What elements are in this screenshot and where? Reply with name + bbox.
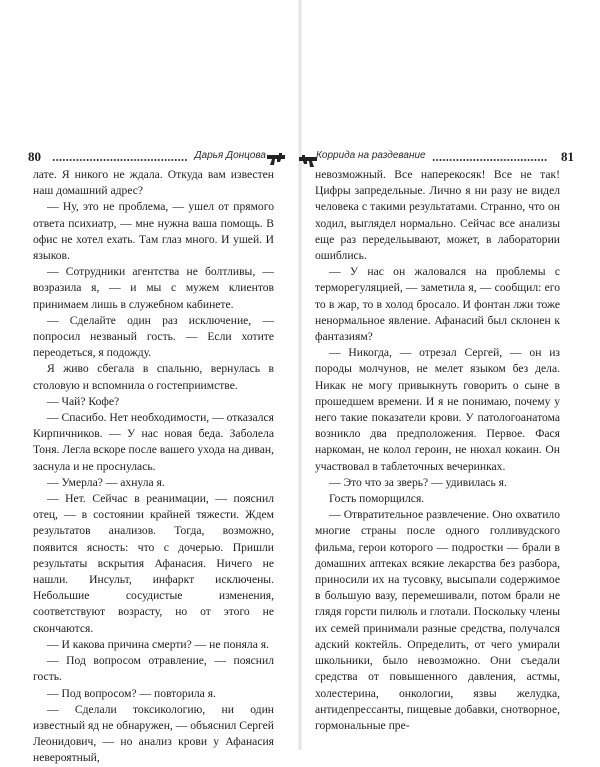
paragraph: — Сделали токсикологию, ни один известный яд не обнаружен, — объяснил Сергей Леонидович, — но анализ крови у Афанасия невероятный,	[33, 702, 274, 765]
paragraph: — Сделайте один раз исключение, — попросил незваный гость. — Если хотите переодеться, я подожду.	[33, 313, 274, 360]
paragraph: — Сотрудники агентства не болтливы, — возразила я, — и мы с мужем клиентов принимаем лишь в служебном кабинете.	[33, 265, 274, 311]
paragraph: — Ну, это не проблема, — ушел от прямого ответа психиатр, — мне нужна ваша помощь. В офис не хотел ехать. Там глаз много. И ушей. И языков.	[33, 200, 274, 263]
header-dotted-rule	[52, 159, 188, 161]
paragraph: — Под вопросом отравление, — пояснил гость.	[33, 654, 274, 684]
paragraph: Я живо сбегала в спальню, вернулась в столовую и вспомнила о гостеприимстве.	[33, 362, 274, 392]
paragraph: — Умерла? — ахнула я.	[47, 475, 165, 489]
right-page	[300, 0, 600, 750]
revolver-icon	[266, 149, 288, 167]
right-page-body	[315, 167, 560, 734]
paragraph: — Отвратительное развлечение. Оно охватило многие страны после одного голливудского фильма, герои которого — подростки — брали в домашних аптеках всякие лекарства без разбора, приносили их на тусовку, высыпали содержимое в большую вазу, перемешивали, потом брали не глядя горсти пилюль и глотали. Поскольку члены их семей принимали разные средства, получался адский коктейль. Определить, от чего умирали школьники, было невозможно. Они съедали средства от повышенного давления, астмы, холестерина, онкологии, язвы желудка, антидепрессанты, пищевые добавки, снотворное, гормональные пре-	[315, 508, 560, 732]
running-head-author: Дарья Донцова	[194, 150, 266, 161]
paragraph: — Чай? Кофе?	[47, 394, 120, 408]
paragraph: невозможный. Все наперекосяк! Все не так! Цифры запредельные. Лично я ни разу не видел человека с такими результатами. Странно, что он ходил, выглядел нормально. Сейчас все анализы еще раз передельывают, может, в лаборатории ошиблись.	[315, 168, 560, 263]
right-page-header	[314, 149, 574, 165]
page-number: 81	[561, 149, 574, 164]
left-page-header	[28, 149, 288, 165]
running-head-title: Коррида на раздевание	[316, 150, 426, 161]
header-dotted-rule	[432, 159, 548, 161]
paragraph: Гость поморщился.	[329, 492, 425, 506]
paragraph: — У нас он жаловался на проблемы с терморегуляцией, — заметила я, — сообщил: его то в жар, то в холод бросало. И фонтан лжи тоже ненормальное явление. Афанасий был склонен к фантазиям?	[315, 265, 560, 344]
paragraph: — Никогда, — отрезал Сергей, — он из породы молчунов, не мелет языком без дела. Никак не могу привыкнуть говорить о сыне в прошедшем времени. И я не понимаю, почему у него такие показатели крови. У патологоанатома возникло два предположения. Первое. Фася наркоман, не колол героин, не нюхал кокаин. Он участвовал в таблеточных вечеринках.	[315, 346, 560, 473]
paragraph: — Это что за зверь? — удивилась я.	[329, 475, 507, 489]
paragraph: — И какова причина смерти? — не поняла я.	[47, 637, 269, 651]
paragraph: — Под вопросом? — повторила я.	[47, 686, 216, 700]
paragraph: — Нет. Сейчас в реанимации, — пояснил отец, — в состоянии крайней тяжести. Ждем результатов анализов. Тогда, возможно, появится ясность: что с дочерью. Пришли результаты вскрытия Афанасия. Ничего не нашли. Инсульт, инфаркт исключены. Небольшие сосудистые изменения, соответствуют возрасту, но от этого не скончаются.	[33, 492, 274, 635]
left-page	[0, 0, 300, 765]
paragraph: лате. Я никого не ждала. Откуда вам известен наш домашний адрес?	[33, 168, 274, 198]
page-number: 80	[28, 149, 41, 164]
paragraph: — Спасибо. Нет необходимости, — отказался Кирпичников. — У нас новая беда. Заболела Тоня. Легла вскоре после вашего ухода на диван, заснула и не проснулась.	[33, 411, 274, 473]
left-page-body	[33, 167, 274, 767]
